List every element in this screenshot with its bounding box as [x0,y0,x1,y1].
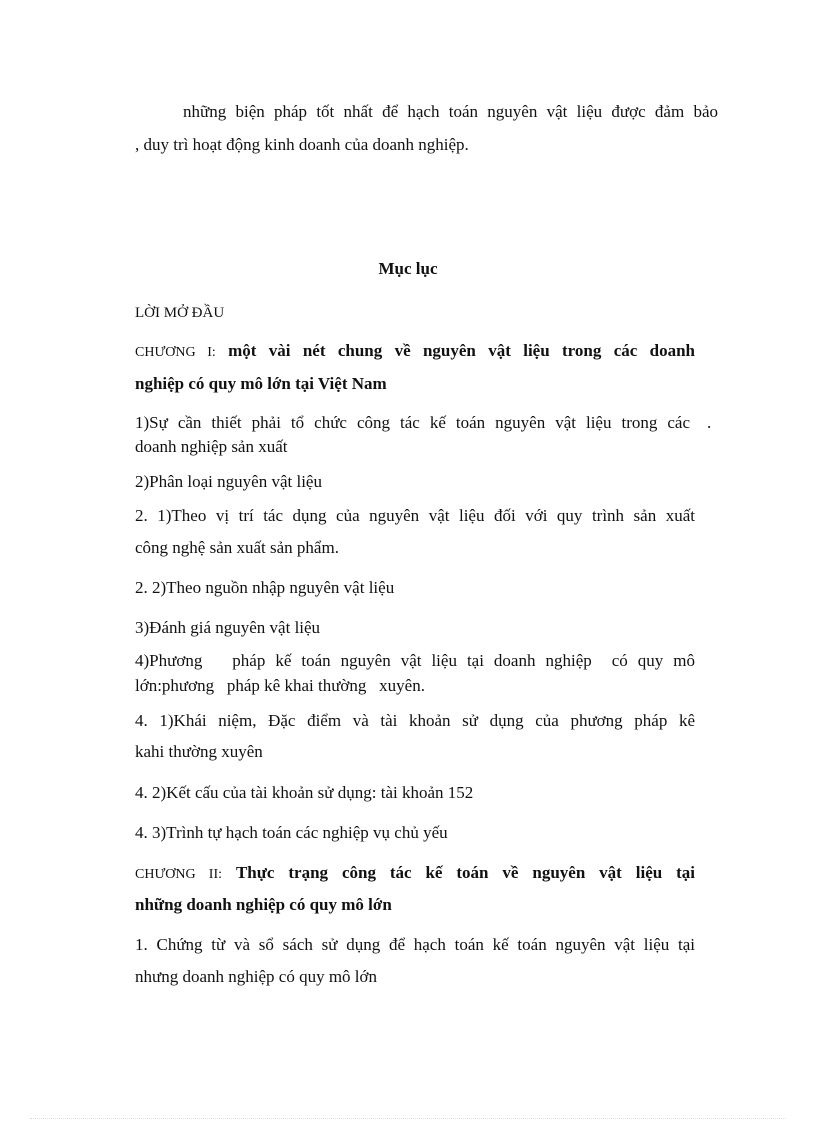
toc-item-4-2[interactable]: 4. 2)Kết cấu của tài khoản sử dụng: tài khoản 152 [135,783,474,802]
toc-item-3[interactable]: 3)Đánh giá nguyên vật liệu [135,618,321,637]
toc-chapter-2-line-2[interactable]: những doanh nghiệp có quy mô lớn [135,895,392,914]
toc-item-1-line-1[interactable]: 1)Sự cần thiết phải tổ chức công tác kế toán nguyên vật liệu trong các [135,413,690,432]
toc-chapter-2-line-1[interactable] [135,862,695,886]
toc-item-4-line-1[interactable]: 4)Phương pháp kế toán nguyên vật liệu tại doanh nghiệp có quy mô [135,651,695,670]
toc-item-4-3[interactable]: 4. 3)Trình tự hạch toán các nghiệp vụ chủ yếu [135,823,448,842]
toc-chapter-1-line-2[interactable]: nghiệp có quy mô lớn tại Việt Nam [135,374,387,393]
toc-item-2[interactable]: 2)Phân loại nguyên vật liệu [135,472,322,491]
toc-item-preface[interactable]: LỜI MỞ ĐẦU [135,305,225,321]
chapter-1-prefix: CHƯƠNG I: [135,345,216,360]
toc-item-4-1-line-1[interactable]: 4. 1)Khái niệm, Đặc điểm và tài khoản sử dụng của phương pháp kê [135,711,695,730]
chapter-2-title: Thực trạng công tác kế toán về nguyên vật liệu tại [235,863,695,882]
toc-heading: Mục lục [378,259,438,278]
toc-item-2-2[interactable]: 2. 2)Theo nguồn nhập nguyên vật liệu [135,578,395,597]
intro-line-2: , duy trì hoạt động kinh doanh của doanh nghiệp. [135,135,469,154]
toc-item-2-1-line-1[interactable]: 2. 1)Theo vị trí tác dụng của nguyên vật liệu đối với quy trình sản xuất [135,506,695,525]
toc-item-c2-1-line-1[interactable]: 1. Chứng từ và sổ sách sử dụng để hạch toán kế toán nguyên vật liệu tại [135,935,695,954]
intro-line-1: những biện pháp tốt nhất để hạch toán nguyên vật liệu được đảm bảo [183,102,718,121]
toc-item-1-trail: . [707,413,712,432]
toc-chapter-1-line-1[interactable] [135,340,695,364]
chapter-2-prefix: CHƯƠNG II: [135,867,223,882]
toc-item-1-line-2[interactable]: doanh nghiệp sản xuất [135,437,288,456]
chapter-1-title: một vài nét chung về nguyên vật liệu trong các doanh [228,341,695,360]
toc-item-4-1-line-2[interactable]: kahi thường xuyên [135,742,263,761]
toc-item-c2-1-line-2[interactable]: nhưng doanh nghiệp có quy mô lớn [135,967,378,986]
toc-item-2-1-line-2[interactable]: công nghệ sản xuất sản phẩm. [135,538,339,557]
toc-item-4-line-2[interactable]: lớn:phương pháp kê khai thường xuyên. [135,676,425,695]
page-bottom-border [30,1118,786,1119]
